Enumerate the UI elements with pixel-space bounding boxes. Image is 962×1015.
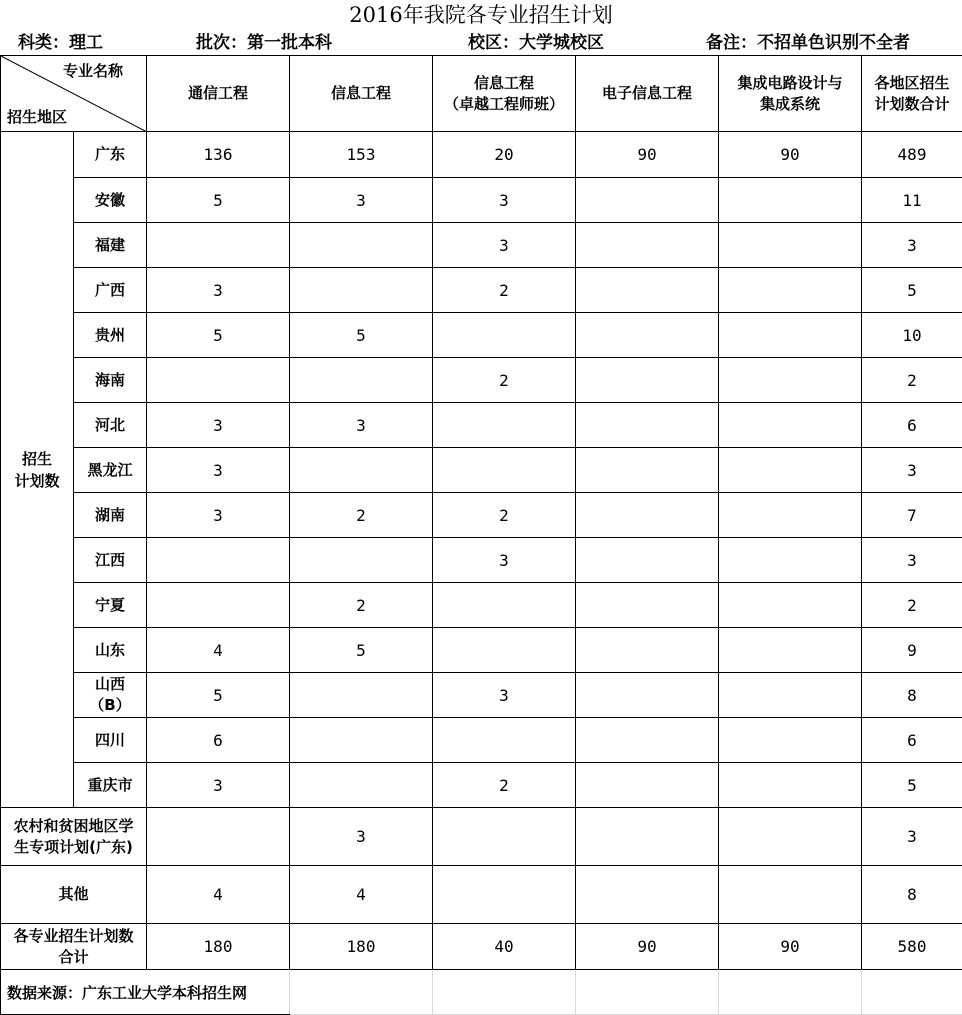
province-cell: 河北 [74,403,147,448]
value-cell: 3 [290,403,433,448]
total-row-label: 各专业招生计划数 合计 [1,924,147,970]
table-row [1,268,962,313]
region-label: 招生地区 [7,106,67,127]
province-cell: 广西 [74,268,147,313]
value-cell [576,763,719,808]
value-cell [719,358,862,403]
value-cell [576,268,719,313]
value-cell [719,493,862,538]
table-row [1,538,962,583]
value-cell: 2 [433,358,576,403]
value-cell [719,178,862,223]
value-cell: 20 [433,132,576,178]
value-cell: 5 [290,313,433,358]
value-cell [576,493,719,538]
value-cell [147,538,290,583]
value-cell [290,673,433,718]
province-cell: 贵州 [74,313,147,358]
page-title: 2016年我院各专业招生计划 [0,0,962,30]
value-cell [719,313,862,358]
value-cell: 8 [862,866,962,924]
value-cell [719,673,862,718]
value-cell: 5 [290,628,433,673]
value-cell [576,628,719,673]
value-cell: 4 [147,628,290,673]
major-header: 各地区招生 计划数合计 [862,56,962,132]
value-cell: 3 [862,808,962,866]
value-cell: 5 [862,268,962,313]
value-cell: 4 [290,866,433,924]
value-cell [576,718,719,763]
province-cell: 江西 [74,538,147,583]
empty-cell [433,970,576,1015]
value-cell: 3 [147,493,290,538]
value-cell [147,223,290,268]
value-cell: 2 [862,583,962,628]
table-row [1,403,962,448]
value-cell [576,223,719,268]
value-cell [719,763,862,808]
value-cell [719,538,862,583]
value-cell: 90 [719,924,862,970]
value-cell [433,808,576,866]
value-cell [719,718,862,763]
value-cell [576,538,719,583]
table-row [1,493,962,538]
value-cell [576,178,719,223]
enrollment-count-label: 招生 计划数 [1,132,74,808]
value-cell: 4 [147,866,290,924]
table-row [1,673,962,718]
value-cell [576,448,719,493]
value-cell: 3 [862,448,962,493]
source-row [1,970,962,1015]
value-cell: 3 [147,448,290,493]
other-row [1,866,962,924]
table-row [1,583,962,628]
table-row [1,178,962,223]
data-source: 数据来源：广东工业大学本科招生网 [1,970,290,1015]
table-row [1,313,962,358]
table-row [1,132,962,178]
value-cell: 8 [862,673,962,718]
value-cell: 3 [433,673,576,718]
value-cell: 3 [433,538,576,583]
value-cell [290,718,433,763]
value-cell [576,313,719,358]
value-cell [719,403,862,448]
value-cell: 5 [147,313,290,358]
other-row-label: 其他 [1,866,147,924]
empty-cell [719,970,862,1015]
value-cell [433,718,576,763]
value-cell [576,403,719,448]
value-cell [719,628,862,673]
value-cell [719,808,862,866]
value-cell: 5 [862,763,962,808]
value-cell: 9 [862,628,962,673]
value-cell [290,538,433,583]
province-cell: 宁夏 [74,583,147,628]
major-header: 信息工程 [290,56,433,132]
value-cell [719,866,862,924]
value-cell: 11 [862,178,962,223]
province-cell: 山西 （B） [74,673,147,718]
value-cell [576,866,719,924]
value-cell [147,358,290,403]
value-cell: 3 [290,808,433,866]
value-cell [576,673,719,718]
value-cell [433,448,576,493]
table-row [1,628,962,673]
major-header: 集成电路设计与 集成系统 [719,56,862,132]
header-row [1,56,962,132]
empty-cell [290,970,433,1015]
major-name-label: 专业名称 [63,60,123,81]
value-cell: 90 [576,132,719,178]
value-cell: 180 [290,924,433,970]
value-cell [290,448,433,493]
value-cell: 180 [147,924,290,970]
value-cell: 6 [147,718,290,763]
province-cell: 海南 [74,358,147,403]
value-cell: 2 [862,358,962,403]
empty-cell [576,970,719,1015]
enrollment-table [0,55,962,1015]
value-cell [433,313,576,358]
province-cell: 四川 [74,718,147,763]
special-plan-row [1,808,962,866]
value-cell: 3 [433,178,576,223]
value-cell: 5 [147,673,290,718]
value-cell [433,583,576,628]
value-cell: 2 [433,763,576,808]
value-cell: 40 [433,924,576,970]
value-cell [433,866,576,924]
value-cell [433,403,576,448]
value-cell [576,808,719,866]
value-cell: 7 [862,493,962,538]
major-header: 电子信息工程 [576,56,719,132]
value-cell: 3 [147,403,290,448]
table-row [1,718,962,763]
table-row [1,358,962,403]
value-cell [719,268,862,313]
value-cell: 2 [290,493,433,538]
value-cell [290,763,433,808]
total-row [1,924,962,970]
table-row [1,223,962,268]
note-label: 备注：不招单色识别不全者 [706,31,910,55]
category-label: 科类：理工 [18,31,103,55]
value-cell: 90 [719,132,862,178]
value-cell: 153 [290,132,433,178]
table-row [1,763,962,808]
value-cell [290,268,433,313]
value-cell [147,808,290,866]
value-cell: 3 [862,538,962,583]
value-cell [576,358,719,403]
value-cell [290,223,433,268]
province-cell: 黑龙江 [74,448,147,493]
value-cell [719,448,862,493]
major-header: 信息工程 （卓越工程师班） [433,56,576,132]
value-cell: 10 [862,313,962,358]
value-cell: 5 [147,178,290,223]
value-cell: 2 [433,268,576,313]
value-cell: 136 [147,132,290,178]
value-cell [147,583,290,628]
campus-label: 校区：大学城校区 [468,31,604,55]
value-cell: 6 [862,403,962,448]
value-cell: 489 [862,132,962,178]
empty-cell [862,970,962,1015]
value-cell [719,223,862,268]
value-cell: 580 [862,924,962,970]
value-cell: 3 [147,268,290,313]
value-cell: 3 [433,223,576,268]
corner-header [1,56,147,132]
value-cell: 2 [290,583,433,628]
province-cell: 山东 [74,628,147,673]
province-cell: 福建 [74,223,147,268]
value-cell: 90 [576,924,719,970]
major-header: 通信工程 [147,56,290,132]
table-row [1,448,962,493]
province-cell: 广东 [74,132,147,178]
value-cell: 2 [433,493,576,538]
province-cell: 安徽 [74,178,147,223]
value-cell [433,628,576,673]
batch-label: 批次：第一批本科 [196,31,332,55]
province-cell: 重庆市 [74,763,147,808]
value-cell: 3 [147,763,290,808]
value-cell: 6 [862,718,962,763]
value-cell [719,583,862,628]
special-plan-row-label: 农村和贫困地区学 生专项计划(广东) [1,808,147,866]
value-cell: 3 [290,178,433,223]
value-cell: 3 [862,223,962,268]
value-cell [576,583,719,628]
province-cell: 湖南 [74,493,147,538]
value-cell [290,358,433,403]
